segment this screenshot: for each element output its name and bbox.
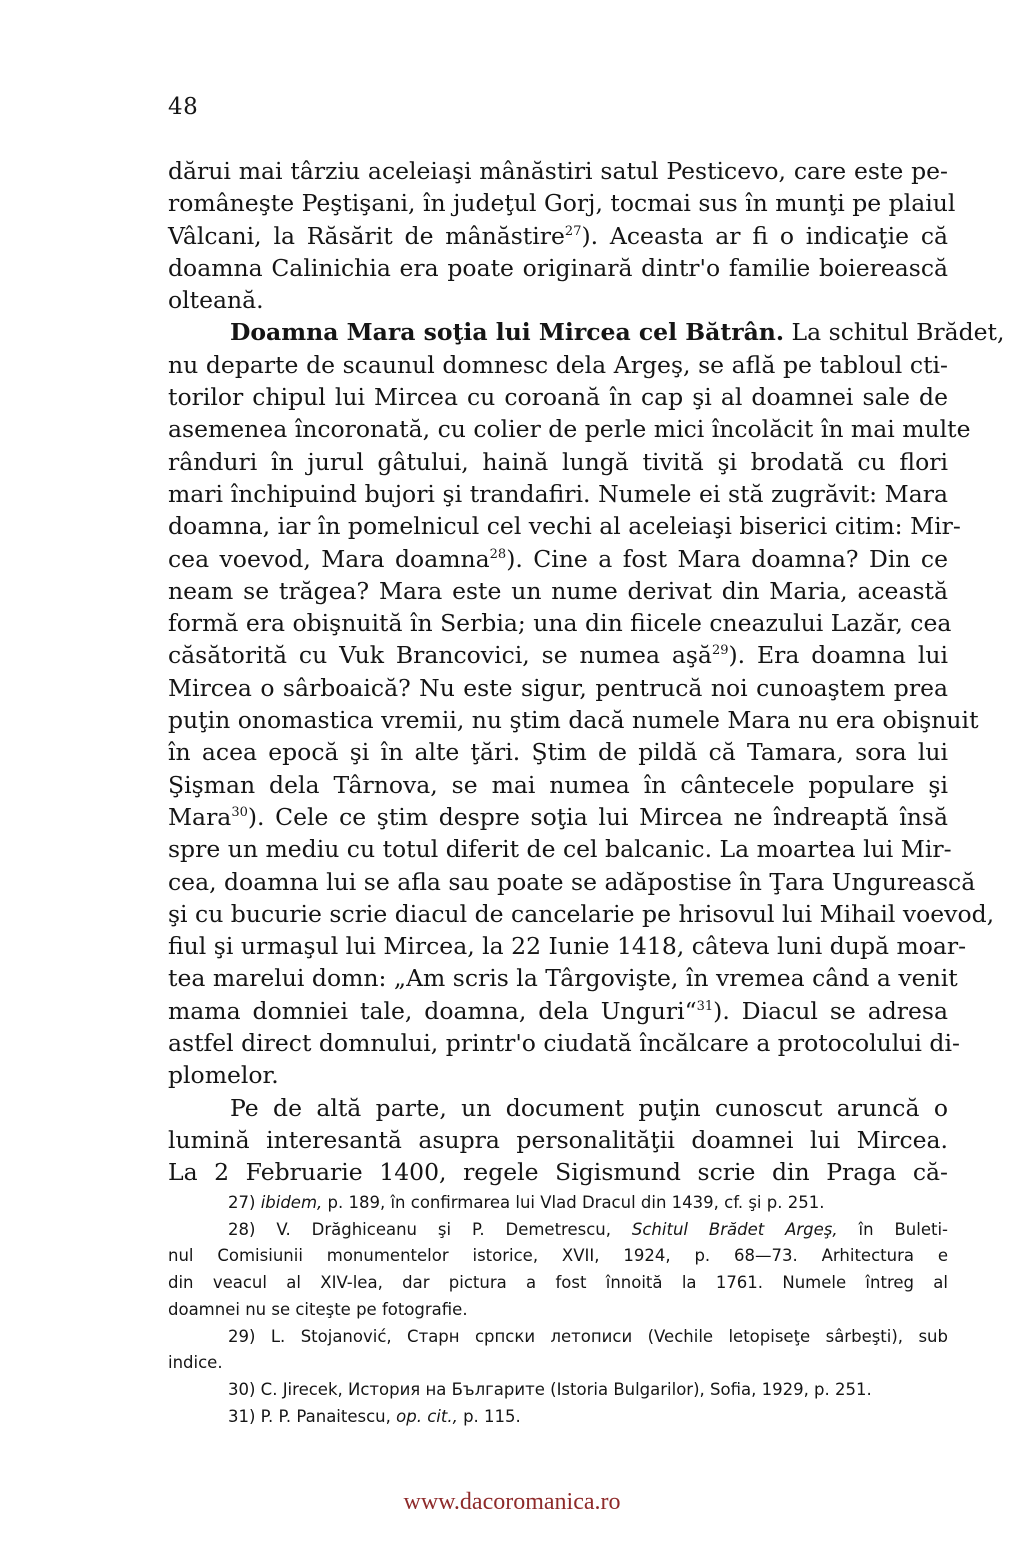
footnote-number: 27) (228, 1193, 256, 1212)
text-fragment: ). Cine a fost Mara doamna? Din ce (506, 544, 948, 573)
footnote-text: p. 189, în confirmarea lui Vlad Dracul din 1439, cf. şi p. 251. (322, 1193, 825, 1212)
body-text (168, 155, 1005, 1189)
footnote-continuation: doamnei nu se citeşte pe fotografie. (168, 1299, 468, 1319)
footnote-27 (168, 1190, 948, 1217)
text-fragment: ). Cele ce ştim despre soţia lui Mircea ne îndreaptă însă (247, 802, 948, 831)
footnote-text: p. 115. (457, 1406, 521, 1426)
text-line: Pe de altă parte, un document puţin cunoscut aruncă o (230, 1093, 948, 1122)
footnote-continuation: din veacul al XIV-lea, dar pictura a fost înnoită la 1761. Numele întreg al (168, 1273, 948, 1293)
text-line: în acea epocă şi în alte ţări. Ştim de pildă că Tamara, sora lui (168, 738, 948, 767)
text-line: şi cu bucurie scrie diacul de cancelarie pe hrisovul lui Mihail voevod, (168, 899, 995, 928)
footnote-number: 28) (228, 1219, 256, 1239)
text-line (168, 220, 948, 252)
footnote-28 (168, 1217, 948, 1244)
footnote-text: P. P. Panaitescu, (255, 1406, 397, 1426)
text-line (168, 995, 948, 1027)
watermark: www.dacoromanica.ro (403, 1489, 621, 1515)
text-fragment: cea voevod, Mara doamna (168, 544, 490, 573)
text-line: dărui mai târziu aceleiaşi mânăstiri satul Pesticevo, care este pe- (168, 157, 948, 185)
text-line: olteană. (168, 286, 264, 315)
text-line: cea, doamna lui se afla sau poate se adăpostise în Ţara Ungurească (168, 867, 976, 896)
text-line: mari închipuind bujori şi trandafiri. Numele ei stă zugrăvit: Mara (168, 479, 948, 508)
footnote-29 (168, 1324, 948, 1351)
text-fragment: ). Era doamna lui (728, 641, 948, 670)
text-line: fiul şi urmaşul lui Mircea, la 22 Iunie 1418, câteva luni după moar- (168, 932, 967, 961)
text-line: tea marelui domn: „Am scris la Târgovişte, în vremea când a venit (168, 964, 958, 993)
text-line (168, 639, 948, 671)
text-fragment: ). Diacul se adresa (713, 996, 948, 1025)
text-line: doamna Calinichia era poate originară dintr'o familie boierească (168, 253, 948, 282)
text-line: formă era obişnuită în Serbia; una din fiicele cneazului Lazăr, cea (168, 609, 952, 638)
footnote-text: L. Stojanović, Старн српски летописи (Vechile letopiseţe sârbeşti), sub (255, 1326, 948, 1346)
footnote-ref: 27 (564, 223, 582, 239)
text-line: torilor chipul lui Mircea cu coroană în cap şi al doamnei sale de (168, 383, 948, 412)
footnote-number: 31) (228, 1406, 256, 1426)
text-line: plomelor. (168, 1061, 279, 1090)
text-fragment: ). Aceasta ar fi o indicaţie că (581, 221, 949, 250)
section-heading: Doamna Mara soţia lui Mircea cel Bătrân. (230, 318, 785, 347)
footnote-italic: op. cit., (396, 1406, 458, 1426)
text-line: rânduri în jurul gâtului, haină lungă tivită şi brodată cu flori (168, 447, 948, 476)
footnote-number: 29) (228, 1326, 256, 1346)
footnote-ref: 31 (696, 998, 714, 1014)
footnote-ref: 30 (231, 804, 248, 820)
text-line (168, 316, 1005, 348)
footnote-30 (168, 1377, 948, 1404)
text-line: La 2 Februarie 1400, regele Sigismund scrie din Praga că- (168, 1158, 948, 1187)
text-line: Mircea o sârboaică? Nu este sigur, pentrucă noi cunoaştem prea (168, 673, 948, 702)
footnote-italic: ibidem, (260, 1193, 323, 1212)
page-number: 48 (168, 94, 199, 120)
text-fragment: mama domniei tale, doamna, dela Unguri“ (168, 996, 697, 1025)
footnote-continuation: nul Comisiunii monumentelor istorice, XVII, 1924, p. 68—73. Arhitectura e (168, 1246, 948, 1266)
text-line (168, 543, 948, 575)
text-line: lumină interesantă asupra personalităţii doamnei lui Mircea. (168, 1125, 948, 1154)
footnote-text: C. Jirecek, История на Българите (Istoria Bulgarilor), Sofia, 1929, p. 251. (255, 1379, 872, 1399)
text-line: româneşte Peştişani, în judeţul Gorj, tocmai sus în munţi pe plaiul (168, 189, 956, 218)
text-line: nu departe de scaunul domnesc dela Argeş, se află pe tabloul cti- (168, 350, 948, 379)
footnote-text: în Buleti- (837, 1219, 948, 1239)
text-fragment: Vâlcani, la Răsărit de mânăstire (168, 221, 565, 250)
footnote-number: 30) (228, 1379, 256, 1399)
text-line: Şişman dela Târnova, se mai numea în cântecele populare şi (168, 770, 948, 799)
text-line: spre un mediu cu totul diferit de cel balcanic. La moartea lui Mir- (168, 835, 952, 864)
footnote-text: V. Drăghiceanu şi P. Demetrescu, (255, 1219, 632, 1239)
text-fragment: căsătorită cu Vuk Brancovici, se numea aşă (168, 641, 712, 670)
text-line (168, 801, 948, 833)
text-line: astfel direct domnului, printr'o ciudată încălcare a protocolului di- (168, 1029, 960, 1058)
text-line: asemenea încoronată, cu colier de perle mici încolăcit în mai multe (168, 415, 971, 444)
footnote-continuation: indice. (168, 1353, 223, 1373)
text-line: doamna, iar în pomelnicul cel vechi al aceleiaşi biserici citim: Mir- (168, 512, 961, 541)
text-line: neam se trăgea? Mara este un nume derivat din Maria, această (168, 576, 948, 605)
text-fragment: La schitul Brădet, (784, 318, 1005, 347)
text-fragment: Mara (168, 802, 232, 831)
footnote-ref: 29 (711, 643, 729, 659)
text-line: puţin onomastica vremii, nu ştim dacă numele Mara nu era obişnuit (168, 706, 979, 735)
footnote-31 (168, 1404, 948, 1431)
footnote-italic: Schitul Brădet Argeş, (631, 1219, 838, 1239)
footnotes (168, 1190, 948, 1430)
footnote-ref: 28 (489, 546, 507, 562)
